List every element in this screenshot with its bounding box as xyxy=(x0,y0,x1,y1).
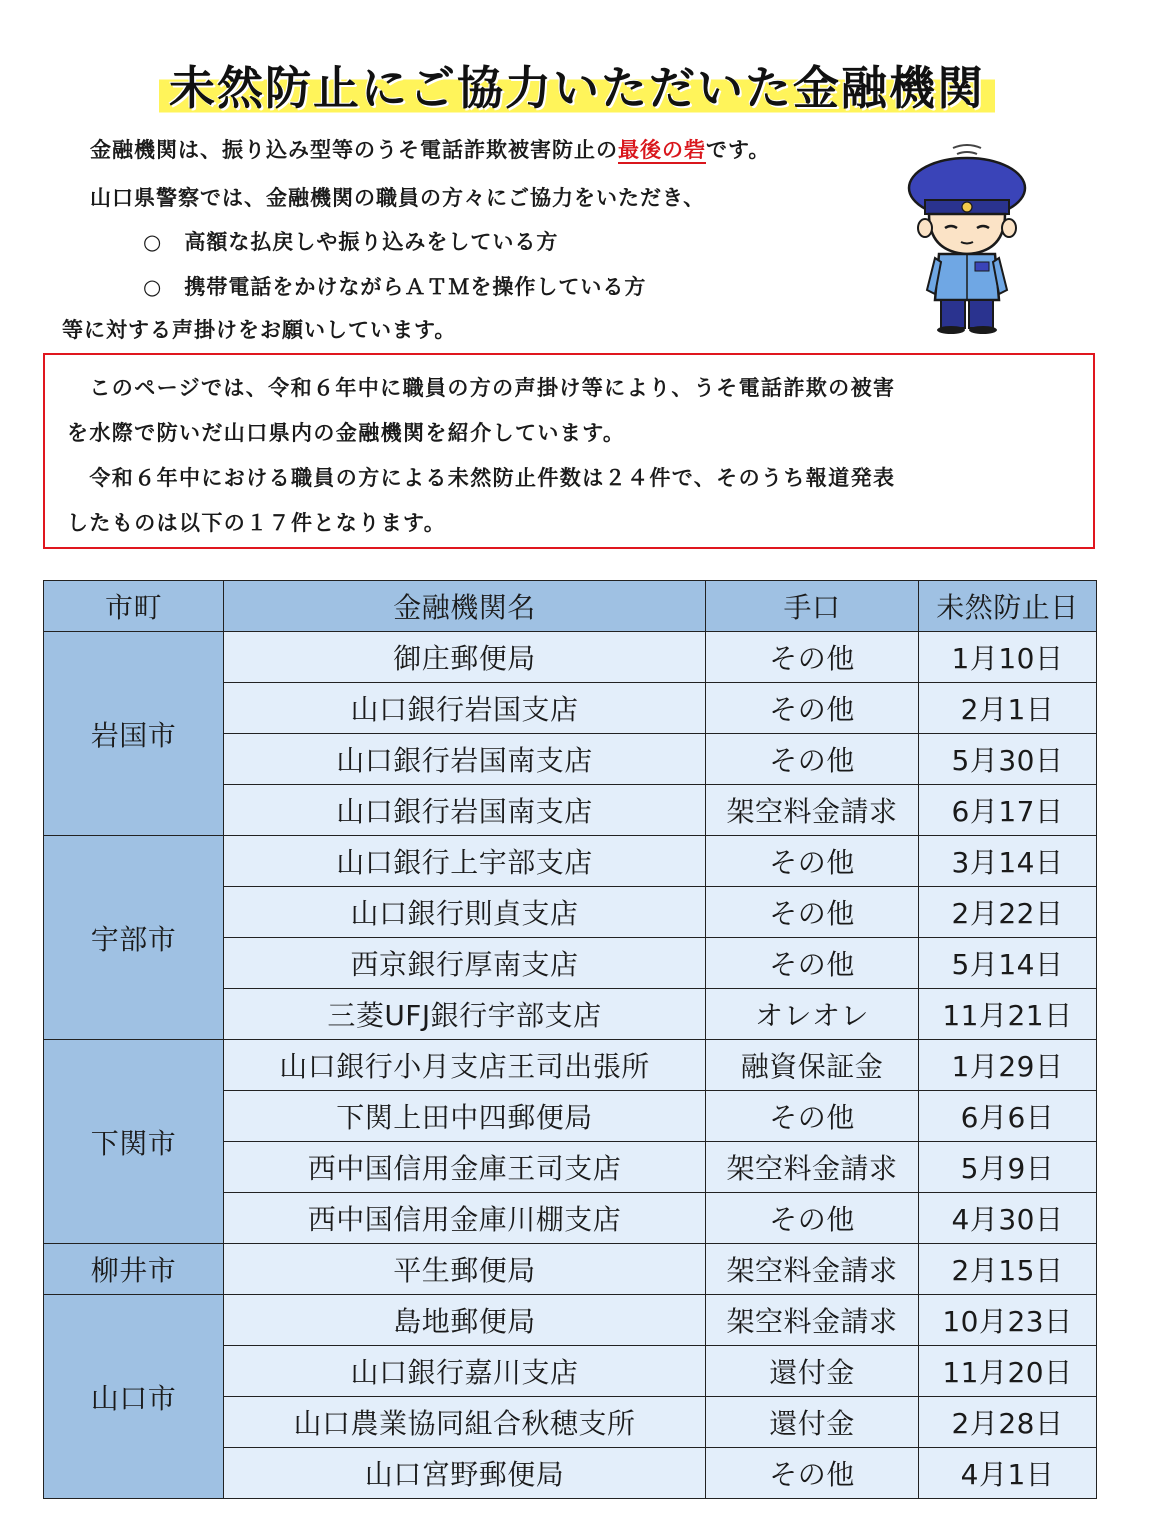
table-row xyxy=(44,1040,1097,1091)
notice-line-1: このページでは、令和６年中に職員の方の声掛け等により、うそ電話詐欺の被害 xyxy=(67,376,896,400)
institution-cell: 山口銀行上宇部支店 xyxy=(224,836,706,887)
date-cell: 1月29日 xyxy=(919,1040,1097,1091)
police-officer-bowing-icon xyxy=(905,140,1030,335)
intro-line-1-end: です。 xyxy=(706,138,771,162)
header-date: 未然防止日 xyxy=(919,581,1097,632)
table-row xyxy=(44,1244,1097,1295)
institution-cell: 山口銀行小月支店王司出張所 xyxy=(224,1040,706,1091)
method-cell: 架空料金請求 xyxy=(706,1142,919,1193)
date-cell: 4月30日 xyxy=(919,1193,1097,1244)
date-cell: 11月20日 xyxy=(919,1346,1097,1397)
institution-cell: 平生郵便局 xyxy=(224,1244,706,1295)
institution-cell: 山口銀行嘉川支店 xyxy=(224,1346,706,1397)
date-cell: 1月10日 xyxy=(919,632,1097,683)
method-cell: その他 xyxy=(706,938,919,989)
date-cell: 4月1日 xyxy=(919,1448,1097,1499)
intro-line-2: 山口県警察では、金融機関の職員の方々にご協力をいただき、 xyxy=(90,186,706,210)
institution-cell: 西中国信用金庫王司支店 xyxy=(224,1142,706,1193)
header-city: 市町 xyxy=(44,581,224,632)
table-row xyxy=(44,632,1097,683)
date-cell: 3月14日 xyxy=(919,836,1097,887)
institution-cell: 山口銀行岩国支店 xyxy=(224,683,706,734)
method-cell: 還付金 xyxy=(706,1397,919,1448)
intro-line-1-text: 金融機関は、振り込み型等のうそ電話詐欺被害防止の xyxy=(90,138,618,162)
city-cell: 山口市 xyxy=(44,1295,224,1499)
method-cell: 還付金 xyxy=(706,1346,919,1397)
date-cell: 5月30日 xyxy=(919,734,1097,785)
date-cell: 2月15日 xyxy=(919,1244,1097,1295)
intro-line-3: 等に対する声掛けをお願いしています。 xyxy=(62,318,457,342)
institutions-table xyxy=(43,580,1097,1499)
method-cell: その他 xyxy=(706,1091,919,1142)
date-cell: 11月21日 xyxy=(919,989,1097,1040)
institution-cell: 山口銀行則貞支店 xyxy=(224,887,706,938)
method-cell: その他 xyxy=(706,683,919,734)
table-header-row xyxy=(44,581,1097,632)
date-cell: 5月9日 xyxy=(919,1142,1097,1193)
method-cell: 架空料金請求 xyxy=(706,1244,919,1295)
page-title-wrap xyxy=(0,52,1154,118)
table-row xyxy=(44,1295,1097,1346)
method-cell: オレオレ xyxy=(706,989,919,1040)
date-cell: 2月1日 xyxy=(919,683,1097,734)
institution-cell: 西中国信用金庫川棚支店 xyxy=(224,1193,706,1244)
method-cell: その他 xyxy=(706,887,919,938)
intro-bullet-2: ○ 携帯電話をかけながらＡＴＭを操作している方 xyxy=(143,275,647,299)
date-cell: 10月23日 xyxy=(919,1295,1097,1346)
page-title: 未然防止にご協力いただいた金融機関 xyxy=(159,52,995,118)
method-cell: その他 xyxy=(706,1193,919,1244)
city-cell: 下関市 xyxy=(44,1040,224,1244)
city-cell: 柳井市 xyxy=(44,1244,224,1295)
date-cell: 6月6日 xyxy=(919,1091,1097,1142)
city-cell: 宇部市 xyxy=(44,836,224,1040)
method-cell: その他 xyxy=(706,1448,919,1499)
institution-cell: 山口農業協同組合秋穂支所 xyxy=(224,1397,706,1448)
notice-line-4: したものは以下の１７件となります。 xyxy=(67,511,447,535)
institution-cell: 西京銀行厚南支店 xyxy=(224,938,706,989)
notice-box xyxy=(43,353,1095,549)
institution-cell: 山口銀行岩国南支店 xyxy=(224,734,706,785)
date-cell: 5月14日 xyxy=(919,938,1097,989)
institution-cell: 下関上田中四郵便局 xyxy=(224,1091,706,1142)
method-cell: その他 xyxy=(706,836,919,887)
city-cell: 岩国市 xyxy=(44,632,224,836)
date-cell: 2月28日 xyxy=(919,1397,1097,1448)
institution-cell: 島地郵便局 xyxy=(224,1295,706,1346)
table-row xyxy=(44,836,1097,887)
method-cell: 架空料金請求 xyxy=(706,1295,919,1346)
intro-line-1 xyxy=(90,134,770,164)
intro-emphasis: 最後の砦 xyxy=(618,138,706,162)
method-cell: 融資保証金 xyxy=(706,1040,919,1091)
notice-line-3: 令和６年中における職員の方による未然防止件数は２４件で、そのうち報道発表 xyxy=(67,466,896,490)
intro-bullet-1: ○ 高額な払戻しや振り込みをしている方 xyxy=(143,230,559,254)
institution-cell: 山口宮野郵便局 xyxy=(224,1448,706,1499)
notice-line-2: を水際で防いだ山口県内の金融機関を紹介しています。 xyxy=(67,421,626,445)
institution-cell: 御庄郵便局 xyxy=(224,632,706,683)
method-cell: その他 xyxy=(706,734,919,785)
method-cell: その他 xyxy=(706,632,919,683)
date-cell: 6月17日 xyxy=(919,785,1097,836)
header-institution: 金融機関名 xyxy=(224,581,706,632)
institution-cell: 山口銀行岩国南支店 xyxy=(224,785,706,836)
institution-cell: 三菱UFJ銀行宇部支店 xyxy=(224,989,706,1040)
date-cell: 2月22日 xyxy=(919,887,1097,938)
header-method: 手口 xyxy=(706,581,919,632)
method-cell: 架空料金請求 xyxy=(706,785,919,836)
